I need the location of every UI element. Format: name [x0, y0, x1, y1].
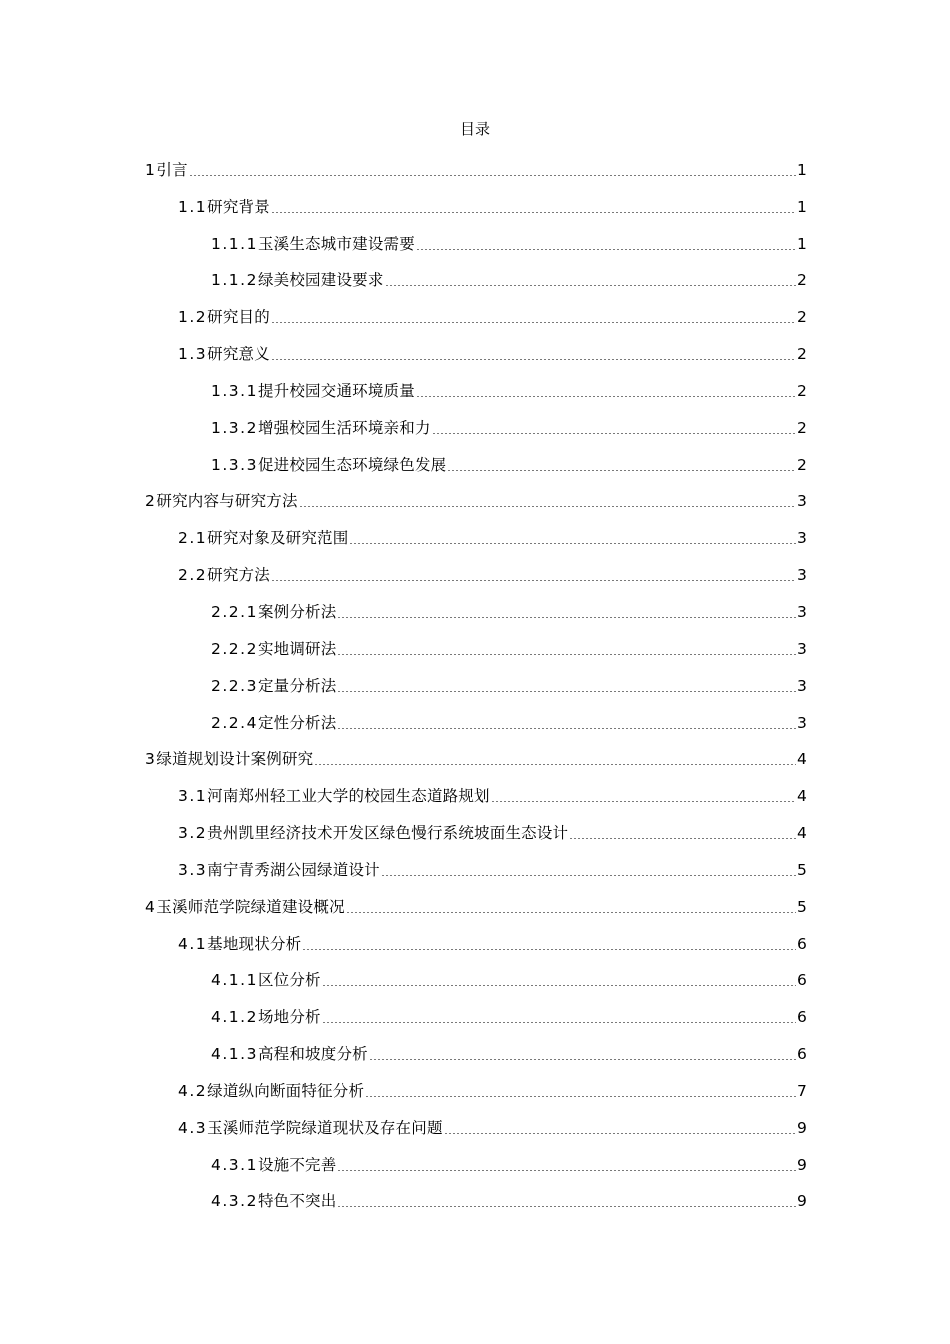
toc-entry-number: 4.3.2: [211, 1192, 258, 1211]
toc-entry-title: 玉溪生态城市建设需要: [257, 234, 415, 253]
toc-entry-title: 研究对象及研究范围: [207, 529, 349, 548]
toc-entry-title: 玉溪师范学院绿道现状及存在问题: [207, 1118, 443, 1137]
toc-entry-title: 研究方法: [207, 566, 270, 585]
toc-dot-leader: [365, 1081, 796, 1101]
toc-entry-number: 1.1.2: [211, 271, 258, 290]
toc-entry-page: 2: [796, 308, 807, 327]
toc-entry[interactable]: [145, 1101, 807, 1138]
toc-dot-leader: [314, 749, 796, 769]
toc-entry-title: 研究背景: [207, 197, 270, 216]
toc-entry-title: 河南郑州轻工业大学的校园生态道路规划: [207, 787, 490, 806]
toc-entry[interactable]: [145, 696, 807, 733]
toc-entry-page: 2: [796, 381, 807, 400]
toc-entry-number: 2.2.2: [211, 639, 258, 658]
toc-entry-title: 研究内容与研究方法: [156, 492, 298, 511]
toc-entry-number: 1.3.2: [211, 418, 258, 437]
toc-entry[interactable]: [145, 733, 807, 770]
toc-dot-leader: [271, 565, 796, 585]
toc-entry-number: 2.2.4: [211, 713, 258, 732]
toc-entry-number: 4.1.2: [211, 1008, 258, 1027]
toc-dot-leader: [447, 455, 796, 475]
toc-entry-number: 3: [145, 750, 157, 769]
toc-entry-number: 2.2.3: [211, 676, 258, 695]
toc-entry-number: 4.1: [178, 934, 208, 953]
toc-entry-title: 定量分析法: [257, 676, 337, 695]
toc-entry-title: 引言: [156, 160, 188, 179]
toc-entry[interactable]: [145, 401, 807, 438]
toc-entry-page: 9: [796, 1155, 807, 1174]
toc-entry-title: 区位分析: [257, 971, 321, 990]
toc-entry-number: 1.1.1: [211, 234, 258, 253]
toc-entry[interactable]: [145, 954, 807, 991]
toc-dot-leader: [337, 1155, 795, 1175]
toc-entry[interactable]: [145, 1027, 807, 1064]
toc-entry-title: 贵州凯里经济技术开发区绿色慢行系统坡面生态设计: [207, 824, 569, 843]
toc-entry-number: 4.3: [178, 1118, 208, 1137]
toc-entry-page: 2: [796, 271, 807, 290]
toc-dot-leader: [369, 1044, 796, 1064]
toc-entry-title: 场地分析: [257, 1008, 321, 1027]
toc-entry-title: 绿道纵向断面特征分析: [207, 1081, 365, 1100]
toc-entry-number: 4.2: [178, 1081, 208, 1100]
toc-entry-page: 4: [796, 750, 807, 769]
toc-entry-title: 提升校园交通环境质量: [257, 381, 415, 400]
toc-entry[interactable]: [145, 990, 807, 1027]
toc-entry[interactable]: [145, 880, 807, 917]
toc-entry-number: 1.1: [178, 197, 208, 216]
toc-entry-number: 2.2: [178, 566, 208, 585]
toc-entry-number: 1.3.3: [211, 455, 258, 474]
toc-entry[interactable]: [145, 769, 807, 806]
toc-entry-title: 增强校园生活环境亲和力: [257, 418, 431, 437]
toc-entry[interactable]: [145, 180, 807, 217]
toc-entry-page: 3: [796, 713, 807, 732]
toc-entry[interactable]: [145, 917, 807, 954]
toc-entry-page: 1: [796, 197, 807, 216]
toc-dot-leader: [416, 381, 796, 401]
toc-entry-number: 4.1.1: [211, 971, 258, 990]
toc-dot-leader: [491, 786, 796, 806]
toc-entry-page: 3: [796, 676, 807, 695]
toc-entry[interactable]: [145, 622, 807, 659]
toc-entry-number: 2: [145, 492, 157, 511]
toc-entry[interactable]: [145, 254, 807, 291]
toc-entry-title: 基地现状分析: [207, 934, 302, 953]
toc-entry-title: 设施不完善: [257, 1155, 337, 1174]
toc-entry-page: 2: [796, 345, 807, 364]
toc-entry[interactable]: [145, 438, 807, 475]
toc-entry-page: 6: [796, 1045, 807, 1064]
toc-entry-number: 2.1: [178, 529, 208, 548]
toc-entry-title: 案例分析法: [257, 602, 337, 621]
toc-entry-title: 定性分析法: [257, 713, 337, 732]
toc-entry[interactable]: [145, 290, 807, 327]
toc-entry[interactable]: [145, 843, 807, 880]
toc-entry-title: 绿道规划设计案例研究: [156, 750, 314, 769]
toc-entry[interactable]: [145, 143, 807, 180]
toc-title: 目录: [459, 120, 490, 138]
toc-entry-title: 研究目的: [207, 308, 270, 327]
toc-entry-page: 1: [796, 234, 807, 253]
toc-dot-leader: [337, 639, 795, 659]
toc-entry[interactable]: [145, 327, 807, 364]
toc-entry-page: 6: [796, 971, 807, 990]
toc-entry[interactable]: [145, 217, 807, 254]
toc-entry-title: 绿美校园建设要求: [257, 271, 384, 290]
toc-entry-page: 3: [796, 492, 807, 511]
toc-entry[interactable]: [145, 1064, 807, 1101]
toc-entry-number: 3.1: [178, 787, 208, 806]
toc-entry[interactable]: [145, 511, 807, 548]
toc-dot-leader: [569, 823, 796, 843]
toc-dot-leader: [271, 197, 796, 217]
toc-entry-title: 高程和坡度分析: [257, 1045, 368, 1064]
toc-entry-number: 1.3.1: [211, 381, 258, 400]
toc-entry-page: 9: [796, 1192, 807, 1211]
toc-entry-number: 4.3.1: [211, 1155, 258, 1174]
toc-dot-leader: [322, 970, 796, 990]
toc-entry-number: 2.2.1: [211, 602, 258, 621]
toc-entry-title: 南宁青秀湖公园绿道设计: [207, 860, 380, 879]
toc-entry[interactable]: [145, 806, 807, 843]
toc-entry-number: 1.2: [178, 308, 208, 327]
toc-entry-title: 实地调研法: [257, 639, 337, 658]
toc-entry-number: 4: [145, 897, 157, 916]
toc-entry[interactable]: [145, 659, 807, 696]
toc-entry-page: 2: [796, 418, 807, 437]
toc-entry-page: 5: [796, 897, 807, 916]
toc-dot-leader: [299, 491, 796, 511]
toc-entry-page: 7: [796, 1081, 807, 1100]
toc-entry-title: 促进校园生态环境绿色发展: [257, 455, 447, 474]
toc-entry-number: 1: [145, 160, 157, 179]
toc-dot-leader: [189, 160, 796, 180]
toc-entry-page: 6: [796, 934, 807, 953]
toc-entry-title: 研究意义: [207, 345, 270, 364]
toc-entry-page: 4: [796, 824, 807, 843]
toc-entry-page: 3: [796, 639, 807, 658]
toc-dot-leader: [302, 934, 796, 954]
toc-entry-number: 3.2: [178, 824, 208, 843]
toc-entry-page: 4: [796, 787, 807, 806]
toc-dot-leader: [349, 528, 795, 548]
toc-entry-page: 9: [796, 1118, 807, 1137]
toc-entry-page: 3: [796, 529, 807, 548]
toc-dot-leader: [337, 602, 795, 622]
toc-dot-leader: [432, 418, 796, 438]
toc-dot-leader: [337, 713, 795, 733]
toc-entry-page: 3: [796, 602, 807, 621]
toc-entry-page: 3: [796, 566, 807, 585]
toc-entry-number: 4.1.3: [211, 1045, 258, 1064]
toc-dot-leader: [385, 270, 796, 290]
toc-dot-leader: [444, 1118, 796, 1138]
toc-entry[interactable]: [145, 475, 807, 512]
toc-dot-leader: [416, 234, 796, 254]
toc-dot-leader: [322, 1007, 796, 1027]
toc-entry-page: 6: [796, 1008, 807, 1027]
toc-dot-leader: [271, 307, 796, 327]
toc-dot-leader: [381, 860, 796, 880]
toc-entry-title: 特色不突出: [257, 1192, 337, 1211]
toc-entry-page: 2: [796, 455, 807, 474]
toc-entry-title: 玉溪师范学院绿道建设概况: [156, 897, 345, 916]
toc-entry[interactable]: [145, 1138, 807, 1175]
toc-entry[interactable]: [145, 1175, 807, 1212]
toc-entry[interactable]: [145, 548, 807, 585]
toc-dot-leader: [337, 676, 795, 696]
toc-entry-page: 1: [796, 160, 807, 179]
toc-entry-page: 5: [796, 860, 807, 879]
toc-dot-leader: [337, 1191, 795, 1211]
toc-entry[interactable]: [145, 364, 807, 401]
toc-entry-number: 3.3: [178, 860, 208, 879]
toc-entry[interactable]: [145, 585, 807, 622]
toc-dot-leader: [346, 897, 796, 917]
table-of-contents: [145, 143, 807, 1211]
toc-dot-leader: [271, 344, 796, 364]
toc-entry-number: 1.3: [178, 345, 208, 364]
